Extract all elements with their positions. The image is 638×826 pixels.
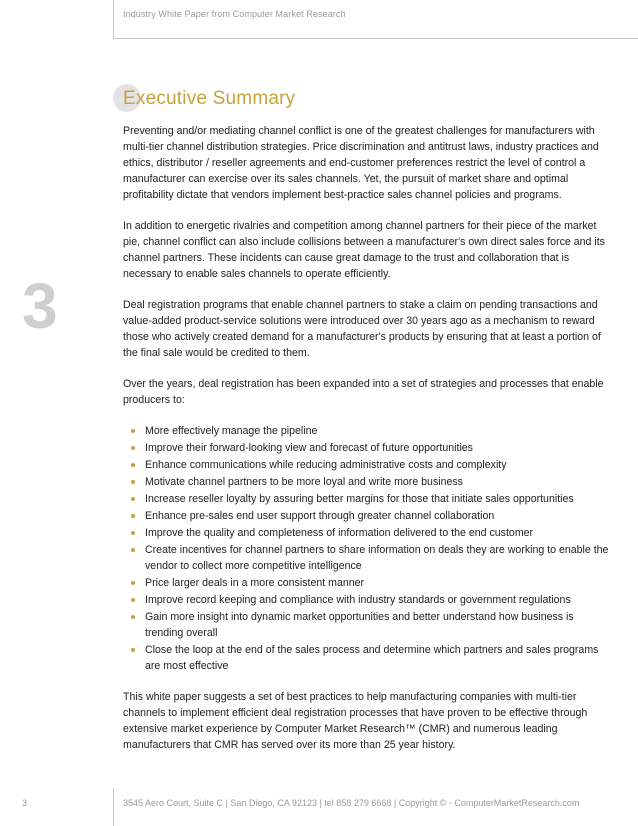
list-item: More effectively manage the pipeline: [131, 423, 613, 439]
running-header: Industry White Paper from Computer Market Research: [123, 9, 346, 19]
bullet-dot-icon: [131, 446, 135, 450]
list-item: Close the loop at the end of the sales process and determine which partners and sales programs are most effective: [131, 642, 613, 674]
list-item: Increase reseller loyalty by assuring better margins for those that initiate sales opportunities: [131, 491, 613, 507]
paragraph-3: Deal registration programs that enable channel partners to stake a claim on pending transactions and value-added product-service solutions were introduced over 30 years ago as a mechanism to reward those who actively created demand for a manufacturer's products by ensuring that at least a portion of the final sale would be credited to them.: [123, 299, 601, 359]
section-title: Executive Summary: [123, 88, 296, 109]
footer-page-number: 3: [22, 798, 28, 808]
list-item: Enhance communications while reducing administrative costs and complexity: [131, 457, 613, 473]
list-item: Enhance pre-sales end user support through greater channel collaboration: [131, 508, 613, 524]
bullet-dot-icon: [131, 615, 135, 619]
bullet-dot-icon: [131, 548, 135, 552]
list-item: Motivate channel partners to be more loyal and write more business: [131, 474, 613, 490]
benefits-list: [123, 423, 613, 674]
bullet-dot-icon: [131, 598, 135, 602]
paragraph-4: Over the years, deal registration has been expanded into a set of strategies and processes that enable producers to:: [123, 378, 604, 406]
list-item: Improve the quality and completeness of information delivered to the end customer: [131, 525, 613, 541]
footer-rule: [113, 788, 114, 826]
page-marker-number: 3: [22, 270, 58, 342]
list-item: Gain more insight into dynamic market opportunities and better understand how business is trending overall: [131, 609, 613, 641]
list-item: Price larger deals in a more consistent manner: [131, 575, 613, 591]
list-item: Improve record keeping and compliance with industry standards or government regulations: [131, 592, 613, 608]
bullet-dot-icon: [131, 480, 135, 484]
list-item: Create incentives for channel partners to share information on deals they are working to enable the vendor to collect more competitive intelligence: [131, 542, 613, 574]
bullet-dot-icon: [131, 581, 135, 585]
paragraph-2: In addition to energetic rivalries and competition among channel partners for their piece of the market pie, channel conflict can also include collisions between a manufacturer's own direct sales force and its channel partners. These incidents can cause great damage to the trust and collaboration that is necessary to enable sales channels to operate efficiently.: [123, 220, 605, 280]
bullet-dot-icon: [131, 531, 135, 535]
bullet-dot-icon: [131, 429, 135, 433]
paragraph-1: Preventing and/or mediating channel conflict is one of the greatest challenges for manufacturers with multi-tier channel distribution strategies. Price discrimination and antitrust laws, industry practices and ethics, distributor / reseller agreements and end-customer preferences restrict the level of control a manufacturer can exercise over its sales channels. Yet, the pursuit of market share and optimal profitability dictate that vendors implement best-practice sales channel policies and programs.: [123, 125, 599, 201]
bullet-dot-icon: [131, 463, 135, 467]
footer-contact: 3545 Aero Court, Suite C | San Diego, CA 92123 | tel 858 279 6668 | Copyright © - ComputerMarketResearch.com: [123, 798, 580, 808]
bullet-dot-icon: [131, 514, 135, 518]
body-content: [123, 123, 613, 768]
header-rule: [113, 0, 638, 39]
list-item: Improve their forward-looking view and forecast of future opportunities: [131, 440, 613, 456]
bullet-dot-icon: [131, 497, 135, 501]
paragraph-5: This white paper suggests a set of best practices to help manufacturing companies with multi-tier channels to implement efficient deal registration processes that have proven to be effective through extensive market experience by Computer Market Research™ (CMR) and numerous leading manufacturers that CMR has served over its more than 25 year history.: [123, 691, 588, 751]
bullet-dot-icon: [131, 648, 135, 652]
